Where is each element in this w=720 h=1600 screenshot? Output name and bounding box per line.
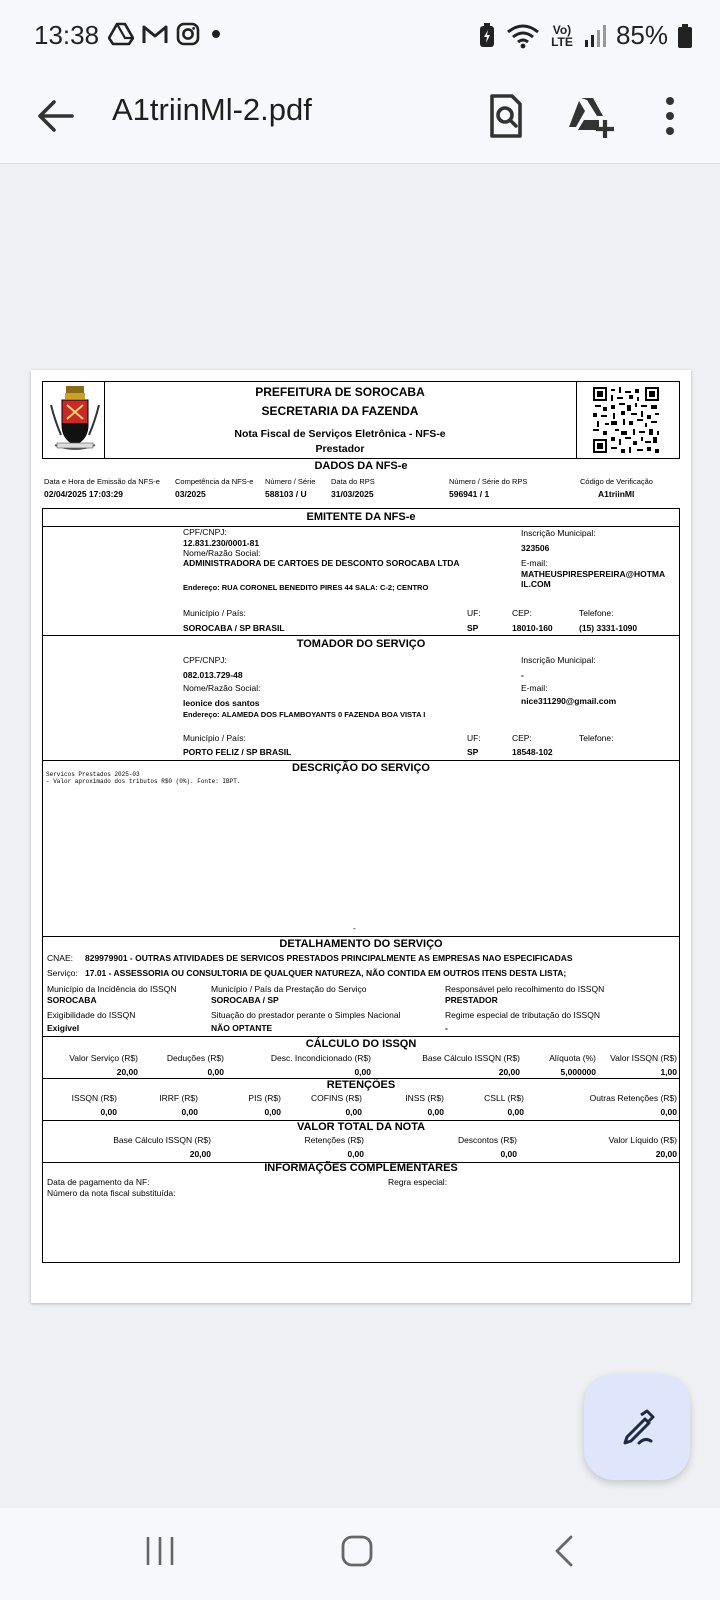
nfse-document (42, 381, 680, 1290)
situacao-value: NÃO OPTANTE (211, 1023, 273, 1033)
servico-label: Serviço: (47, 968, 78, 978)
retencoes-label: CSLL (R$) (484, 1093, 524, 1103)
exigibilidade-label: Exigibilidade do ISSQN (47, 1010, 136, 1020)
emitente-cep-label: CEP: (512, 608, 532, 618)
dados-title: DADOS DA NFS-e (314, 460, 408, 472)
calculo-value: 20,00 (116, 1067, 138, 1077)
retencoes-label: INSS (R$) (405, 1093, 444, 1103)
drive-notif-icon (108, 22, 134, 46)
retencoes-label: PIS (R$) (248, 1093, 281, 1103)
pagamento-label: Data de pagamento da NF: (47, 1177, 150, 1187)
emitente-cpf-label: CPF/CNPJ: (183, 527, 227, 537)
header-line4: Prestador (315, 443, 365, 455)
retencoes-label: Outras Retenções (R$) (589, 1093, 677, 1103)
situacao-label: Situação do prestador perante o Simples Nacional (211, 1010, 401, 1020)
descricao-line2: - Valor aproximado dos tributos R$0 (0%). Fonte: IBPT. (46, 778, 241, 785)
qr-code-icon (593, 387, 659, 453)
tomador-cpf-label: CPF/CNPJ: (183, 655, 227, 665)
calculo-value: 5,000000 (560, 1067, 596, 1077)
calculo-label: Valor ISSQN (R$) (610, 1053, 677, 1063)
emitente-cep-value: 18010-160 (512, 623, 553, 633)
tomador-razao-value: leonice dos santos (183, 698, 260, 708)
valor-total-label: Base Cálculo ISSQN (R$) (113, 1135, 211, 1145)
calculo-value: 1,00 (660, 1067, 677, 1077)
retencoes-value: 0,00 (264, 1107, 281, 1117)
tomador-inscricao-value: - (521, 670, 524, 680)
emitente-endereco: Endereço: RUA CORONEL BENEDITO PIRES 44 SALA: C-2; CENTRO (183, 583, 429, 592)
back-nav-icon[interactable] (552, 1534, 576, 1568)
data-rps-value: 31/03/2025 (331, 489, 374, 499)
tomador-inscricao-label: Inscrição Municipal: (521, 655, 596, 665)
valor-total-value: 20,00 (189, 1149, 211, 1159)
emitente-title: EMITENTE DA NFS-e (306, 511, 416, 523)
header-line1: PREFEITURA DE SOROCABA (255, 385, 425, 399)
servico-value: 17.01 - ASSESSORIA OU CONSULTORIA DE QUALQUER NATUREZA, NÃO CONTIDA EM OUTROS ITENS DESTA LISTA; (85, 968, 567, 978)
regime-label: Regime especial de tributação do ISSQN (445, 1010, 600, 1020)
wifi-icon (506, 23, 540, 49)
status-bar (0, 0, 720, 72)
add-to-drive-icon[interactable] (565, 90, 617, 142)
calculo-label: Desc. Incondicionado (R$) (270, 1053, 371, 1063)
retencoes-value: 0,00 (345, 1107, 362, 1117)
cnae-value: 829979901 - OUTRAS ATIVIDADES DE SERVICOS PRESTADOS PRINCIPALMENTE AS EMPRESAS NAO ESPECIFICADAS (85, 953, 573, 963)
regime-value: - (445, 1023, 448, 1033)
prestacao-value: SOROCABA / SP (211, 995, 279, 1005)
numero-value: 588103 / U (265, 489, 307, 499)
competencia-label: Competência da NFS-e (175, 477, 254, 486)
calculo-label: Base Cálculo ISSQN (R$) (422, 1053, 520, 1063)
calculo-value: 0,00 (207, 1067, 224, 1077)
competencia-value: 03/2025 (175, 489, 206, 499)
emitente-razao-label: Nome/Razão Social: (183, 548, 261, 558)
calculo-value: 0,00 (354, 1067, 371, 1077)
responsavel-label: Responsável pelo recolhimento do ISSQN (445, 984, 605, 994)
battery-icon (678, 24, 692, 48)
emitente-email-label: E-mail: (521, 558, 548, 568)
calculo-value: 20,00 (498, 1067, 520, 1077)
retencoes-value: 0,00 (427, 1107, 444, 1117)
signal-icon (584, 24, 606, 48)
prestacao-label: Município / País da Prestação do Serviço (211, 984, 367, 994)
calculo-label: Alíquota (%) (549, 1053, 596, 1063)
retencoes-label: COFINS (R$) (311, 1093, 362, 1103)
emitente-uf-value: SP (467, 623, 479, 633)
valor-total-label: Valor Líquido (R$) (608, 1135, 677, 1145)
valor-total-title: VALOR TOTAL DA NOTA (296, 1121, 426, 1133)
incidencia-label: Município da Incidência do ISSQN (47, 984, 177, 994)
pdf-page[interactable] (31, 370, 691, 1303)
system-navigation-bar (0, 1508, 720, 1600)
tomador-uf-label: UF: (467, 733, 481, 743)
header-line2: SECRETARIA DA FAZENDA (261, 404, 419, 418)
sorocaba-coat-of-arms-logo (47, 385, 103, 455)
home-icon[interactable] (340, 1534, 374, 1568)
emitente-inscricao-label: Inscrição Municipal: (521, 528, 596, 538)
gmail-notif-icon (142, 23, 168, 45)
tomador-razao-label: Nome/Razão Social: (183, 683, 261, 693)
valor-total-value: 0,00 (347, 1149, 364, 1159)
retencoes-value: 0,00 (100, 1107, 117, 1117)
more-vert-icon[interactable] (644, 90, 696, 142)
cnae-label: CNAE: (47, 953, 73, 963)
calculo-label: Valor Serviço (R$) (69, 1053, 138, 1063)
responsavel-value: PRESTADOR (445, 995, 498, 1005)
app-bar (0, 72, 720, 164)
substituida-label: Número da nota fiscal substituída: (47, 1188, 176, 1198)
emissao-value: 02/04/2025 17:03:29 (44, 489, 123, 499)
codigo-label: Código de Verificação (580, 477, 653, 486)
emissao-label: Data e Hora de Emissão da NFS-e (44, 477, 160, 486)
numero-rps-label: Número / Série do RPS (449, 477, 528, 486)
retencoes-label: IRRF (R$) (159, 1093, 198, 1103)
back-arrow-icon[interactable] (32, 92, 80, 140)
search-document-icon[interactable] (480, 90, 532, 142)
battery-percent: 85% (615, 20, 668, 50)
emitente-uf-label: UF: (467, 608, 481, 618)
numero-label: Número / Série (265, 477, 316, 486)
tomador-email-label: E-mail: (521, 683, 548, 693)
emitente-email-line1: MATHEUSPIRESPEREIRA@HOTMA (521, 569, 666, 579)
emitente-email-line2: IL.COM (521, 579, 551, 589)
informacoes-title: INFORMAÇÕES COMPLEMENTARES (264, 1162, 458, 1174)
tomador-title: TOMADOR DO SERVIÇO (296, 638, 426, 650)
descricao-title: DESCRIÇÃO DO SERVIÇO (292, 762, 430, 774)
valor-total-value: 0,00 (500, 1149, 517, 1159)
calculo-label: Deduções (R$) (166, 1053, 224, 1063)
dot-icon (208, 26, 224, 42)
tomador-cep-label: CEP: (512, 733, 532, 743)
emitente-telefone-label: Telefone: (579, 608, 614, 618)
tomador-email-value: nice311290@gmail.com (521, 696, 617, 706)
emitente-inscricao-value: 323506 (521, 543, 550, 553)
tomador-municipio-value: PORTO FELIZ / SP BRASIL (183, 747, 292, 757)
retencoes-label: ISSQN (R$) (71, 1093, 117, 1103)
tomador-uf-value: SP (467, 747, 479, 757)
tomador-municipio-label: Município / País: (183, 733, 246, 743)
tomador-cep-value: 18548-102 (512, 747, 553, 757)
header-line3: Nota Fiscal de Serviços Eletrônica - NFS-e (234, 428, 446, 440)
network-type: Vo) LTE (551, 22, 573, 49)
edit-fab-button[interactable] (584, 1374, 690, 1480)
notification-icons (108, 22, 224, 46)
detalhamento-title: DETALHAMENTO DO SERVIÇO (279, 938, 443, 950)
battery-saver-icon (478, 23, 496, 49)
calculo-title: CÁLCULO DO ISSQN (305, 1038, 417, 1050)
incidencia-value: SOROCABA (47, 995, 97, 1005)
emitente-razao-value: ADMINISTRADORA DE CARTOES DE DESCONTO SOROCABA LTDA (183, 558, 460, 568)
tomador-endereco: Endereço: ALAMEDA DOS FLAMBOYANTS 0 FAZENDA BOA VISTA I (183, 710, 426, 719)
descricao-line1: Servicos Prestados 2025-03 (46, 771, 140, 778)
retencoes-value: 0,00 (507, 1107, 524, 1117)
instagram-notif-icon (176, 22, 200, 46)
annotate-pen-icon (617, 1407, 657, 1447)
valor-total-label: Retenções (R$) (304, 1135, 364, 1145)
valor-total-label: Descontos (R$) (457, 1135, 517, 1145)
retencoes-value: 0,00 (181, 1107, 198, 1117)
retencoes-value: 0,00 (660, 1107, 677, 1117)
emitente-municipio-label: Município / País: (183, 608, 246, 618)
emitente-telefone-value: (15) 3331-1090 (579, 623, 638, 633)
exigibilidade-value: Exigível (47, 1023, 80, 1033)
file-title: A1triinMl-2.pdf (112, 92, 312, 127)
recent-apps-icon[interactable] (144, 1534, 176, 1568)
emitente-cpf-value: 12.831.230/0001-81 (183, 538, 260, 548)
data-rps-label: Data do RPS (331, 477, 375, 486)
retencoes-title: RETENÇÕES (326, 1079, 396, 1091)
tomador-cpf-value: 082.013.729-48 (183, 670, 243, 680)
codigo-value: A1triinMl (598, 489, 635, 499)
descricao-dash: - (353, 923, 356, 933)
status-time: 13:38 (34, 20, 100, 50)
regra-label: Regra especial: (388, 1177, 448, 1187)
valor-total-value: 20,00 (655, 1149, 677, 1159)
emitente-municipio-value: SOROCABA / SP BRASIL (183, 623, 285, 633)
tomador-telefone-label: Telefone: (579, 733, 614, 743)
numero-rps-value: 596941 / 1 (449, 489, 490, 499)
